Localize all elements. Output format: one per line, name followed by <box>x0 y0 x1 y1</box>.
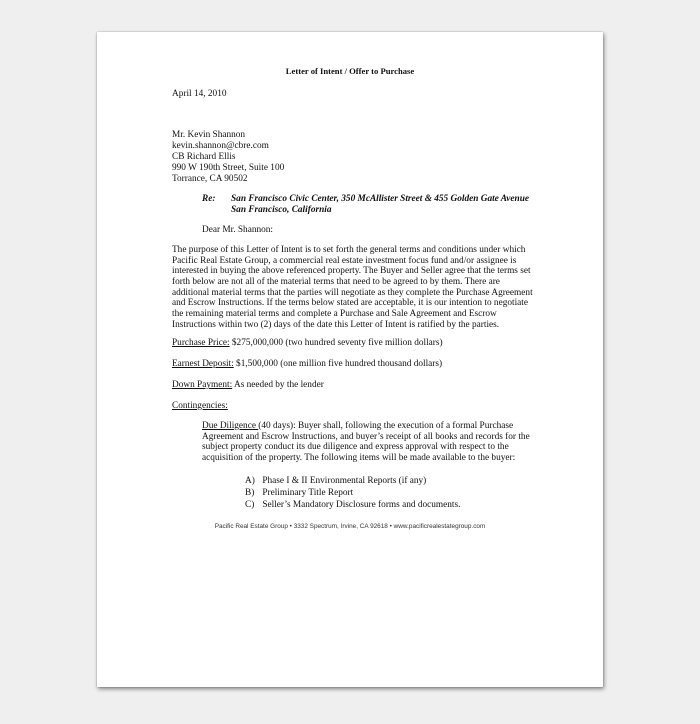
earnest-deposit-line <box>172 359 442 370</box>
page-footer: Pacific Real Estate Group • 3332 Spectrum, Irvine, CA 92618 • www.pacificrealestategroup.com <box>214 523 486 530</box>
list-item-text: Preliminary Title Report <box>262 488 354 498</box>
intro-line: forth below are not all of the material terms that need to be agreed to by them. There are <box>172 277 500 288</box>
re-line-2: San Francisco, California <box>231 205 332 215</box>
letter-title: Letter of Intent / Offer to Purchase <box>285 66 415 76</box>
purchase-price-label: Purchase Price: <box>172 338 230 348</box>
list-item <box>245 476 460 488</box>
intro-line: Pacific Real Estate Group, a commercial real estate investment focus fund and/or assignee is <box>172 255 517 266</box>
contingencies-heading: Contingencies: <box>172 401 228 411</box>
intro-line: The purpose of this Letter of Intent is to set forth the general terms and conditions under which <box>172 245 526 255</box>
down-payment-value: As needed by the lender <box>232 380 324 390</box>
re-label: Re: <box>202 194 216 204</box>
document-page <box>97 32 603 687</box>
list-item-letter: B) <box>245 488 255 498</box>
down-payment-line <box>172 380 324 391</box>
list-item <box>245 488 460 500</box>
list-item-text: Phase I & II Environmental Reports (if any) <box>262 476 427 486</box>
intro-line: Instructions within two (2) days of the date this Letter of Intent is ratified by the parties. <box>172 319 500 330</box>
letter-date: April 14, 2010 <box>172 89 227 99</box>
intro-line: the remaining material terms and complete a Purchase and Sale Agreement and Escrow <box>172 309 497 320</box>
earnest-deposit-label: Earnest Deposit: <box>172 359 234 369</box>
list-item <box>245 500 460 512</box>
recipient-company: CB Richard Ellis <box>172 152 236 162</box>
due-diligence-paragraph <box>202 421 530 464</box>
intro-line: and Escrow Instructions. If the terms below stated are acceptable, it is our intention to negotiate <box>172 298 529 309</box>
greeting: Dear Mr. Shannon: <box>202 225 274 235</box>
due-diligence-line: acquisition of the property. The following items will be made available to the buyer: <box>202 453 516 464</box>
recipient-name: Mr. Kevin Shannon <box>172 130 246 140</box>
due-diligence-days: (40 days): Buyer shall, following the execution of a formal Purchase <box>258 421 514 431</box>
recipient-city: Torrance, CA 90502 <box>172 174 248 184</box>
due-diligence-first-line <box>202 421 530 432</box>
list-item-letter: C) <box>245 500 255 510</box>
intro-line: interested in buying the above referenced property. The Buyer and Seller agree that the terms set <box>172 266 531 277</box>
recipient-address <box>172 130 284 185</box>
list-item-letter: A) <box>245 476 255 486</box>
purchase-price-line <box>172 338 443 349</box>
list-item-text: Seller’s Mandatory Disclosure forms and documents. <box>262 500 461 510</box>
recipient-street: 990 W 190th Street, Suite 100 <box>172 163 285 173</box>
purchase-price-value: $275,000,000 (two hundred seventy five million dollars) <box>229 338 443 348</box>
recipient-email: kevin.shannon@cbre.com <box>172 141 269 151</box>
intro-line: additional material terms that the parties will negotiate as they complete the Purchase Agreement <box>172 287 533 298</box>
due-diligence-line: subject property conduct its due diligence and express approval with respect to the <box>202 442 509 453</box>
due-diligence-items <box>245 476 460 512</box>
re-subject <box>231 194 529 216</box>
due-diligence-label: Due Diligence <box>202 421 259 431</box>
re-line-1: San Francisco Civic Center, 350 McAllister Street & 455 Golden Gate Avenue <box>231 194 530 204</box>
intro-paragraph <box>172 245 534 331</box>
earnest-deposit-value: $1,500,000 (one million five hundred thousand dollars) <box>233 359 443 369</box>
due-diligence-line: Agreement and Escrow Instructions, and buyer’s receipt of all books and records for the <box>202 431 530 442</box>
down-payment-label: Down Payment: <box>172 380 233 390</box>
